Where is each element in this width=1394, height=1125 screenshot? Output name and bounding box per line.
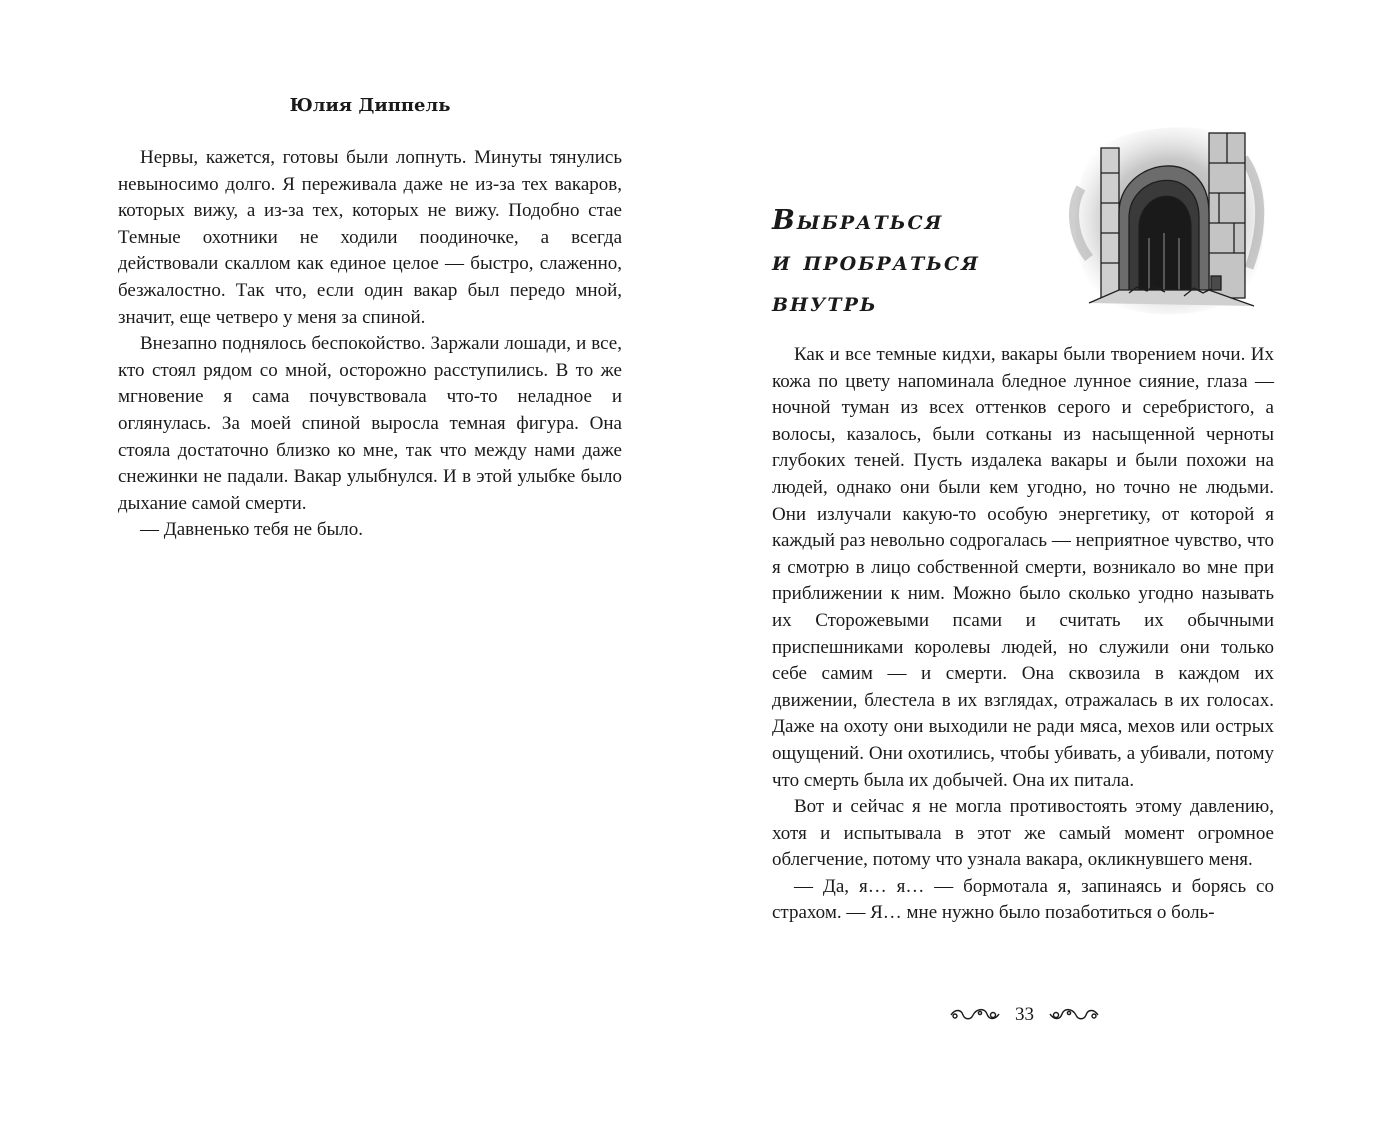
flourish-ornament-icon [949,1005,1001,1025]
chapter-title [772,200,1062,323]
paragraph: — Да, я… я… — бормотала я, запинаясь и борясь со страхом. — Я… мне нужно было позаботиться о боль- [772,875,1274,924]
right-page [697,0,1394,1125]
flourish-ornament-icon [1048,1005,1100,1025]
gothic-arch-ruin-illustration [1059,118,1274,323]
running-head-author: Юлия Диппель [289,95,451,116]
chapter-title-line: Выбраться [772,205,944,236]
chapter-title-line: и пробраться [772,246,980,277]
left-body-text [118,145,622,544]
paragraph: Нервы, кажется, готовы были лопнуть. Минуты тянулись невыносимо долго. Я переживала даже не из-за тех вакаров, которых вижу, а из-за тех, которых не вижу. Подобно стае Темные охотники не ходили поодиночке, а всегда действовали скаллом как единое целое — быстро, слаженно, безжалостно. Так что, если один вакар был передо мной, значит, еще четверо у меня за спиной. [118,147,622,328]
page-number-folio [947,1000,1102,1030]
page-number: 33 [1015,1004,1034,1025]
paragraph: — Давненько тебя не было. [140,519,363,541]
paragraph: Внезапно поднялось беспокойство. Заржали лошади, и все, кто стоял рядом со мной, осторожно расступились. В то же мгновение я сама почувствовала что-то неладное и оглянулась. За моей спиной выросла темная фигура. Она стояла достаточно близко ко мне, так что между нами даже снежинки не падали. Вакар улыбнулся. И в этой улыбке было дыхание самой смерти. [118,333,622,514]
paragraph: Вот и сейчас я не могла противостоять этому давлению, хотя и испытывала в этот же самый момент огромное облегчение, потому что узнала вакара, окликнувшего меня. [772,796,1274,871]
paragraph: Как и все темные кидхи, вакары были творением ночи. Их кожа по цвету напоминала бледное лунное сияние, глаза — ночной туман из всех оттенков серого и серебристого, а волосы, казалось, были сотканы из насыщенной черноты глубоких теней. Пусть издалека вакары и были похожи на людей, однако они были кем угодно, но точно не людьми. Они излучали какую-то особую энергетику, от которой я каждый раз невольно содрогалась — неприятное чувство, что я смотрю в лицо собственной смерти, возникало во мне при приближении к ним. Можно было сколько угодно называть их Сторожевыми псами и считать их обычными приспешниками королевы людей, но служили они только себе самим — и смерти. Она сквозила в каждом их движении, блестела в их взглядах, отражалась в их голосах. Даже на охоту они выходили не ради мяса, мехов или острых ощущений. Они охотились, чтобы убивать, а убивали, потому что смерть была их добычей. Она их питала. [772,344,1274,791]
chapter-title-line: внутрь [772,287,878,318]
right-body-text [772,342,1274,927]
